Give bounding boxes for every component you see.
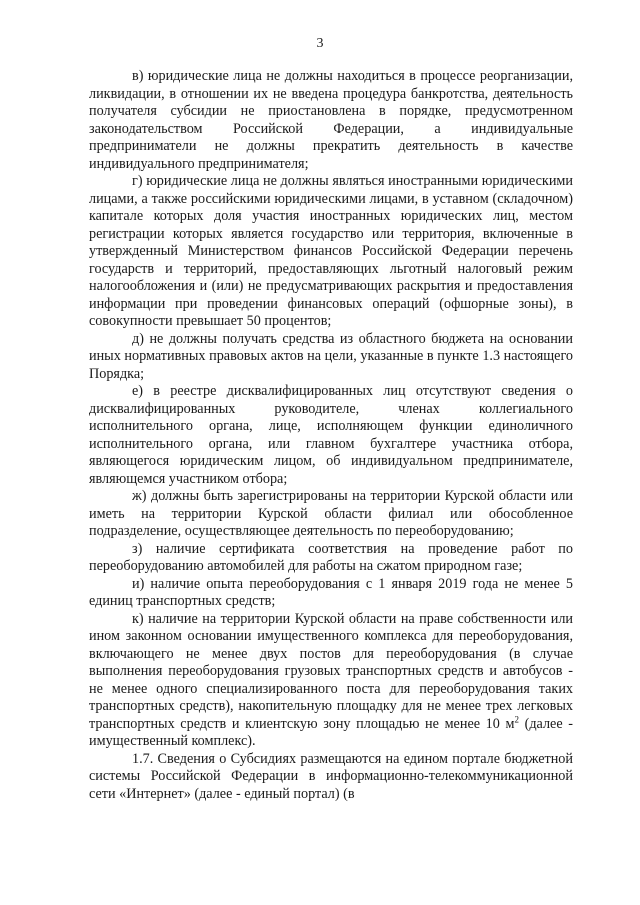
paragraph-1-7: 1.7. Сведения о Субсидиях размещаются на едином портале бюджетной системы Российской Федерации в информационно-телекоммуникационной сети «Интернет» (далее - единый портал) (в — [89, 750, 573, 802]
paragraph-v: в) юридические лица не должны находиться в процессе реорганизации, ликвидации, в отношении их не введена процедура банкротства, деятельность получателя субсидии не приостановлена в порядке, предусмотренном законодательством Российской Федерации, а индивидуальные предприниматели не должны прекратить деятельность в качестве индивидуального предпринимателя; — [89, 68, 573, 172]
paragraph-e: е) в реестре дисквалифицированных лиц отсутствуют сведения о дисквалифицированных руководителе, членах коллегиального исполнительного органа, лице, исполняющем функции единоличного исполнительного органа, или главном бухгалтере участника отбора, являющегося юридическим лицом, об индивидуальном предпринимателе, являющемся участником отбора; — [89, 383, 573, 487]
paragraph-k — [89, 611, 573, 751]
page-number: 3 — [316, 36, 324, 51]
paragraph-d: д) не должны получать средства из областного бюджета на основании иных нормативных правовых актов на цели, указанные в пункте 1.3 настоящего Порядка; — [89, 330, 573, 382]
paragraph-z: з) наличие сертификата соответствия на проведение работ по переоборудованию автомобилей для работы на сжатом природном газе; — [89, 540, 573, 574]
paragraph-g: г) юридические лица не должны являться иностранными юридическими лицами, а также российскими юридическими лицами, в уставном (складочном) капитале которых доля участия иностранных юридических лиц, местом регистрации которых является государство или территория, включенные в утвержденный Министерством финансов Российской Федерации перечень государств и территорий, предоставляющих льготный налоговый режим налогообложения и (или) не предусматривающих раскрытия и предоставления информации при проведении финансовых операций (офшорные зоны), в совокупности превышает 50 процентов; — [89, 173, 573, 329]
paragraph-k-text: к) наличие на территории Курской области на праве собственности или ином законном основании имущественного комплекса для переоборудования, включающего не менее двух постов для переоборудования (в случае выполнения переоборудования грузовых транспортных средств и автобусов - не менее одного специализированного поста для переоборудования таких транспортных средств), накопительную площадку для не менее трех легковых транспортных средств и клиентскую зону площадью не менее 10 м — [89, 610, 573, 732]
paragraph-i: и) наличие опыта переоборудования с 1 января 2019 года не менее 5 единиц транспортных средств; — [89, 575, 573, 609]
paragraph-k-tail: (далее - имущественный комплекс). — [89, 715, 574, 749]
area-unit-superscript: 2 — [514, 713, 519, 724]
document-body — [89, 68, 573, 803]
paragraph-zh: ж) должны быть зарегистрированы на территории Курской области или иметь на территории Курской области филиал или обособленное подразделение, осуществляющее деятельность по переоборудованию; — [89, 488, 573, 539]
